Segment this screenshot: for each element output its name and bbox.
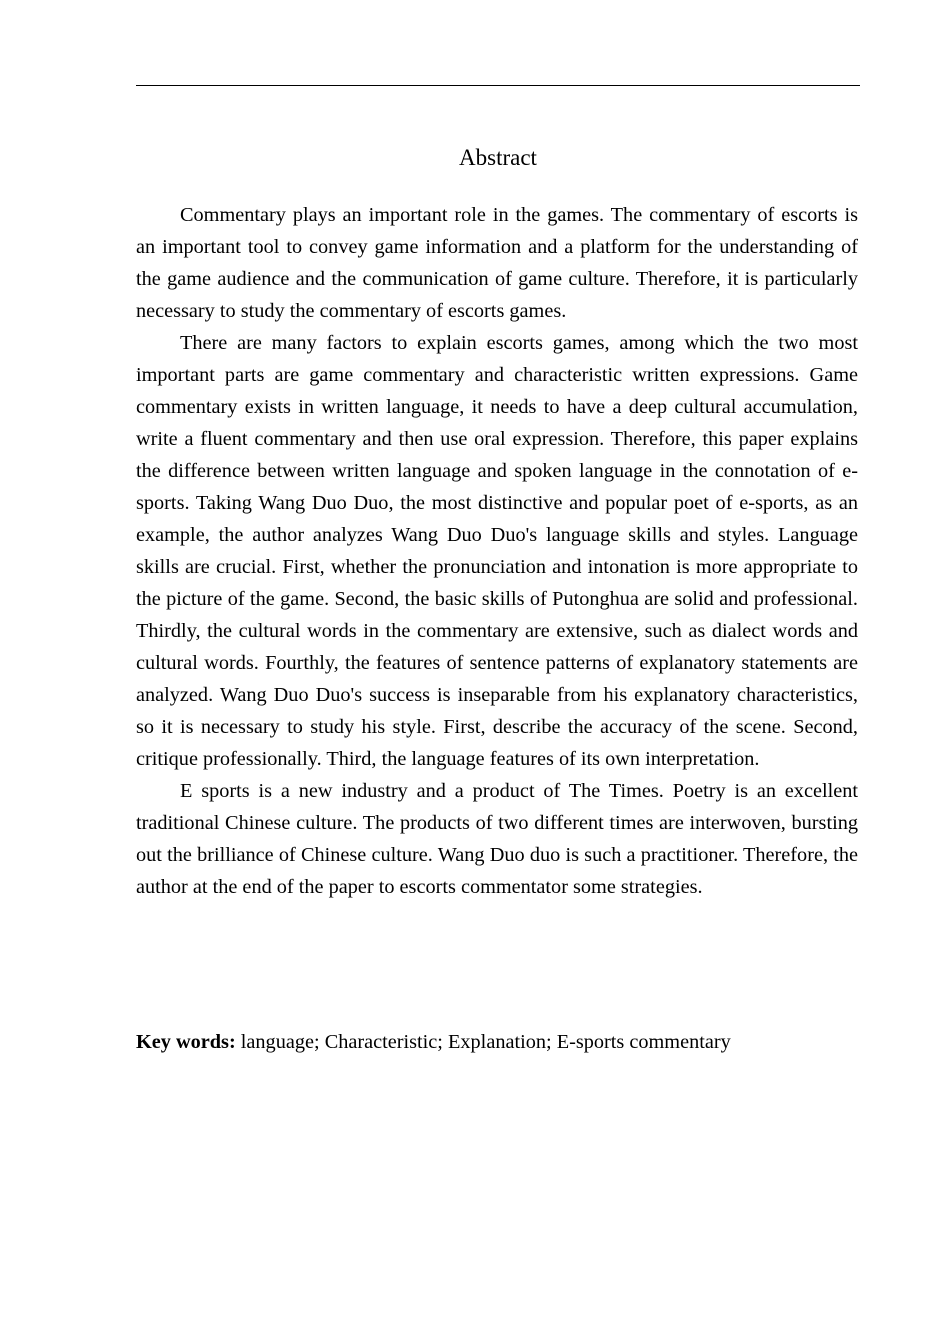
abstract-paragraph-2: There are many factors to explain escorts games, among which the two most important parts are game commentary and characteristic written expressions. Game commentary exists in written language, it needs to have a deep cultural accumulation, write a fluent commentary and then use oral expression. Therefore, this paper explains the difference between written language and spoken language in the connotation of e-sports. Taking Wang Duo Duo, the most distinctive and popular poet of e-sports, as an example, the author analyzes Wang Duo Duo's language skills and styles. Language skills are crucial. First, whether the pronunciation and intonation is more appropriate to the picture of the game. Second, the basic skills of Putonghua are solid and professional. Thirdly, the cultural words in the commentary are extensive, such as dialect words and cultural words. Fourthly, the features of sentence patterns of explanatory statements are analyzed. Wang Duo Duo's success is inseparable from his explanatory characteristics, so it is necessary to study his style. First, describe the accuracy of the scene. Second, critique professionally. Third, the language features of its own interpretation. [136, 332, 858, 770]
abstract-paragraph-1: Commentary plays an important role in the games. The commentary of escorts is an important tool to convey game information and a platform for the understanding of the game audience and the communication of game culture. Therefore, it is particularly necessary to study the commentary of escorts games. [136, 204, 858, 322]
keywords-label: Key words: [136, 1031, 236, 1053]
abstract-paragraph-3: E sports is a new industry and a product of The Times. Poetry is an excellent traditional Chinese culture. The products of two different times are interwoven, bursting out the brilliance of Chinese culture. Wang Duo duo is such a practitioner. Therefore, the author at the end of the paper to escorts commentator some strategies. [136, 780, 858, 898]
keywords-text: language; Characteristic; Explanation; E-sports commentary [240, 1031, 731, 1053]
abstract-title: Abstract [459, 145, 537, 170]
keywords-line [136, 1026, 860, 1058]
abstract-body [136, 199, 858, 903]
header-rule [136, 85, 860, 86]
